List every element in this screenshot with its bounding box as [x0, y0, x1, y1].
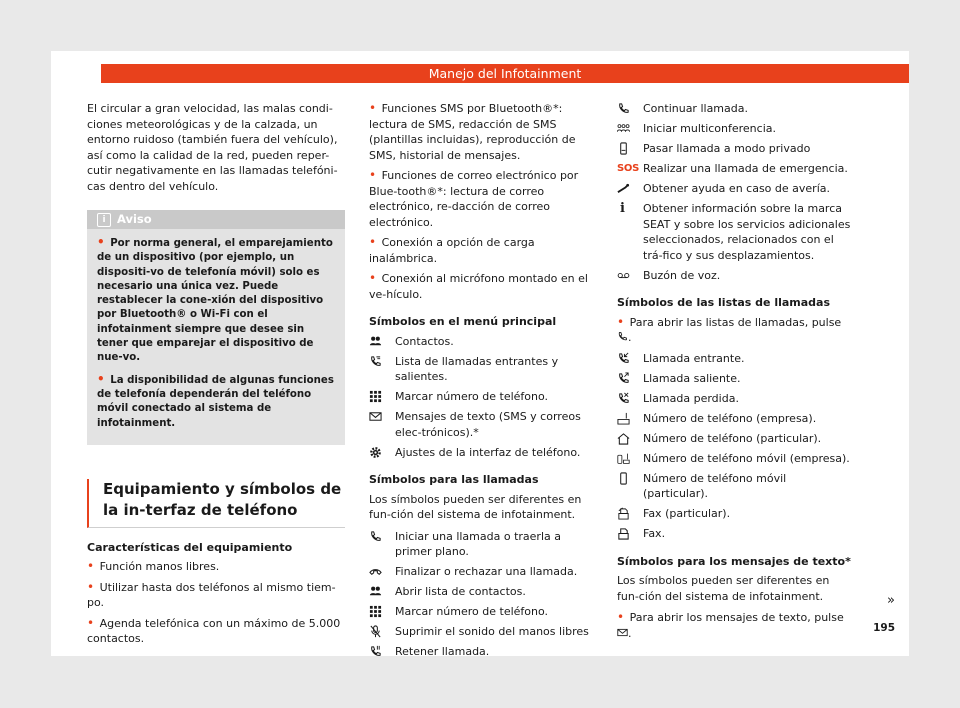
symbol-row: Iniciar una llamada o traerla a primer plano. — [369, 529, 601, 560]
symbol-row: Abrir lista de contactos. — [369, 584, 601, 600]
home-phone-icon — [617, 431, 643, 446]
symbol-row: Mensajes de texto (SMS y correos elec-trónicos).* — [369, 409, 601, 440]
mobile-icon — [617, 471, 643, 486]
wrench-icon — [617, 181, 643, 196]
conference-icon — [617, 121, 643, 136]
symbol-row: Número de teléfono móvil (empresa). — [617, 451, 853, 467]
symbol-row: Continuar llamada. — [617, 101, 853, 117]
notice-item: • Por norma general, el emparejamiento de un dispositivo (por ejemplo, un dispositi-vo de telefonía móvil) solo es necesario una única vez. Puede restablecer la cone-xión del dispositivo por Bluetooth® o Wi-Fi con el infotainment siempre que desee sin tener que emparejar el dispositivo de nue-vo. — [97, 235, 333, 364]
feature-item: • Función manos libres. — [87, 559, 220, 574]
intro-paragraph: El circular a gran velocidad, las malas condi-ciones meteorológicas y de la calzada, un entorno ruidoso (también fuera del vehículo), así como la calidad de la red, pueden reper-cutir negativamente en las llamadas telefóni-cas dentro del vehículo. — [87, 102, 338, 193]
work-mobile-icon — [617, 451, 643, 466]
call-list-icon — [617, 331, 628, 344]
bullet-dot: • — [97, 235, 105, 249]
continue-call-icon — [617, 101, 643, 116]
function-item: • Funciones de correo electrónico por Blue-tooth®*: lectura de correo electrónico, re-dacción de correo electrónico. — [369, 168, 579, 229]
function-item: • Conexión al micrófono montado en el ve-hículo. — [369, 271, 588, 301]
voicemail-icon — [617, 268, 643, 283]
symbol-row: Marcar número de teléfono. — [369, 604, 601, 620]
column-2 — [369, 101, 601, 664]
lists-title: Símbolos de las listas de llamadas — [617, 296, 831, 309]
notice-title: Aviso — [117, 212, 152, 226]
calls-intro: Los símbolos pueden ser diferentes en fun-ción del sistema de infotainment. — [369, 492, 582, 521]
symbol-row: Ajustes de la interfaz de teléfono. — [369, 445, 601, 461]
incoming-call-icon — [617, 351, 643, 366]
section-title: Equipamiento y símbolos de la in-terfaz de teléfono — [87, 479, 345, 528]
symbol-row: Marcar número de teléfono. — [369, 389, 601, 405]
symbol-row: Lista de llamadas entrantes y salientes. — [369, 354, 601, 385]
keypad-icon — [369, 604, 395, 619]
bullet-dot: • — [97, 371, 105, 386]
symbol-row: SOS Realizar una llamada de emergencia. — [617, 162, 848, 175]
fax-icon — [617, 526, 643, 541]
hang-up-icon — [369, 564, 395, 579]
symbol-row: Iniciar multiconferencia. — [617, 121, 853, 137]
sos-icon: SOS — [617, 162, 640, 174]
gear-icon — [369, 445, 395, 460]
contacts-icon — [369, 584, 395, 599]
symbol-row: i Obtener información sobre la marca SEAT y sobre los servicios adicionales seleccionados, relacionados con el trá-fico y sus desplazamientos. — [617, 201, 853, 263]
symbol-row: Fax. — [617, 526, 853, 542]
symbol-row: Llamada saliente. — [617, 371, 853, 387]
mic-mute-icon — [369, 624, 395, 639]
symbol-row: Contactos. — [369, 334, 601, 350]
symbol-row: Pasar llamada a modo privado — [617, 141, 853, 157]
features-title: Características del equipamiento — [87, 540, 293, 554]
symbol-row: Finalizar o rechazar una llamada. — [369, 564, 601, 580]
symbol-row: Fax (particular). — [617, 506, 853, 522]
envelope-icon — [617, 627, 628, 640]
column-3 — [617, 101, 853, 646]
symbol-row: Llamada perdida. — [617, 391, 853, 407]
envelope-icon — [369, 409, 395, 424]
hold-call-icon — [369, 644, 395, 659]
home-fax-icon — [617, 506, 643, 521]
info-icon: i — [620, 200, 625, 216]
continue-marker: » — [887, 593, 895, 608]
symbol-row: Número de teléfono (empresa). — [617, 411, 853, 427]
missed-call-icon — [617, 391, 643, 406]
texts-intro: Los símbolos pueden ser diferentes en fun-ción del sistema de infotainment. — [617, 574, 830, 603]
work-phone-icon — [617, 411, 643, 426]
main-menu-title: Símbolos en el menú principal — [369, 315, 557, 328]
notice-item: • La disponibilidad de algunas funciones de telefonía dependerán del teléfono móvil conectado al sistema de infotainment. — [97, 371, 334, 429]
private-mode-icon — [617, 141, 643, 156]
notice-box — [87, 210, 345, 445]
symbol-row: Retener llamada. — [369, 644, 601, 660]
symbol-row: Número de teléfono (particular). — [617, 431, 853, 447]
info-icon: i — [97, 213, 111, 227]
column-1 — [87, 101, 345, 652]
phone-call-icon — [369, 529, 395, 544]
feature-item: • Agenda telefónica con un máximo de 5.000 contactos. — [87, 615, 341, 646]
texts-title: Símbolos para los mensajes de texto* — [617, 554, 851, 568]
function-item: • Conexión a opción de carga inalámbrica. — [369, 235, 535, 265]
lists-instruction: • Para abrir las listas de llamadas, pulse . — [617, 314, 842, 344]
symbol-row: Llamada entrante. — [617, 351, 853, 367]
symbol-row: Obtener ayuda en caso de avería. — [617, 181, 853, 197]
contacts-icon — [369, 334, 395, 349]
call-list-icon — [369, 354, 395, 369]
symbol-row: Buzón de voz. — [617, 268, 853, 284]
notice-body — [87, 229, 345, 431]
keypad-icon — [369, 389, 395, 404]
page-header: Manejo del Infotainment — [101, 64, 909, 83]
function-item: • Funciones SMS por Bluetooth®*: lectura de SMS, redacción de SMS (plantillas incluidas), reproducción de SMS, historial de mensajes. — [369, 101, 576, 162]
symbol-row: Número de teléfono móvil (particular). — [617, 471, 853, 502]
calls-title: Símbolos para las llamadas — [369, 473, 539, 486]
texts-instruction: • Para abrir los mensajes de texto, pulse . — [617, 610, 844, 640]
notice-header — [87, 210, 345, 229]
page-number: 195 — [873, 622, 895, 634]
symbol-row: Suprimir el sonido del manos libres — [369, 624, 601, 640]
outgoing-call-icon — [617, 371, 643, 386]
manual-page — [51, 51, 909, 656]
feature-item: • Utilizar hasta dos teléfonos al mismo tiem-po. — [87, 579, 336, 610]
